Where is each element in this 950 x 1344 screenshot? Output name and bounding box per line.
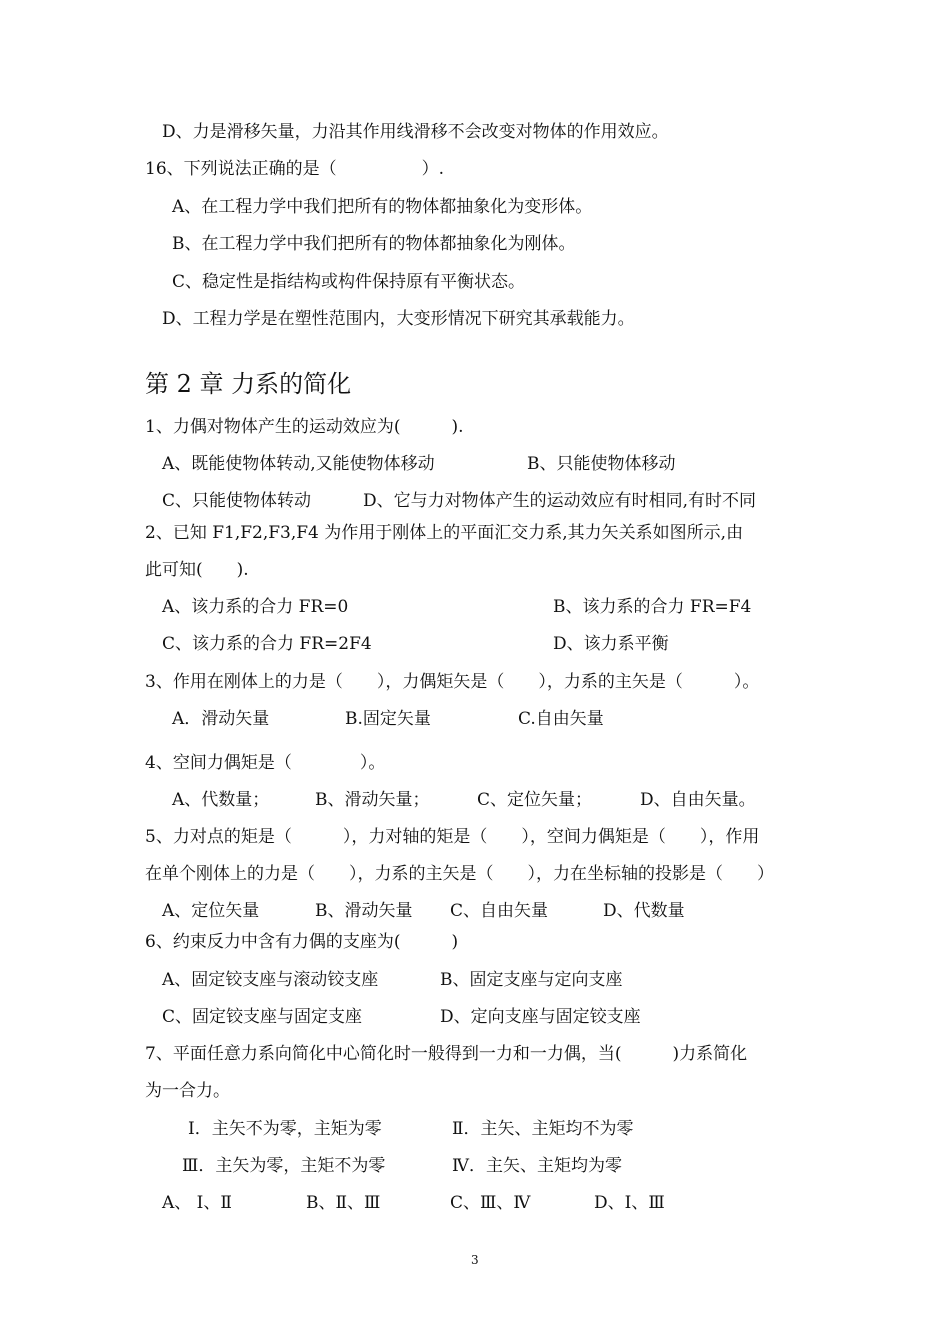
q2-option-b: B、该力系的合力 FR=F4	[553, 597, 752, 617]
q16-option-a: A、在工程力学中我们把所有的物体都抽象化为变形体。	[172, 197, 593, 217]
q3-option-b: B.固定矢量	[345, 709, 431, 729]
q7-case-4: Ⅳ．主矢、主矩均为零	[452, 1156, 622, 1176]
q2-option-d: D、该力系平衡	[553, 634, 669, 654]
q3-option-c: C.自由矢量	[518, 709, 604, 729]
q4-option-a: A、代数量；	[172, 790, 270, 810]
q6-option-c: C、固定铰支座与固定支座	[162, 1007, 363, 1027]
q2-stem-line1: 2、已知 F1,F2,F3,F4 为作用于刚体上的平面汇交力系,其力矢关系如图所示,由	[145, 523, 744, 543]
q16-option-c: C、稳定性是指结构或构件保持原有平衡状态。	[172, 272, 526, 292]
q7-option-d: D、Ⅰ、Ⅲ	[594, 1193, 665, 1213]
q5-option-d: D、代数量	[603, 901, 685, 921]
chapter-title: 第 2 章 力系的简化	[145, 370, 352, 398]
q2-option-a: A、该力系的合力 FR=0	[162, 597, 349, 617]
q6-option-a: A、固定铰支座与滚动铰支座	[162, 970, 379, 990]
q7-stem-line2: 为一合力。	[145, 1081, 230, 1101]
q6-option-d: D、定向支座与固定铰支座	[440, 1007, 641, 1027]
q4-option-d: D、自由矢量。	[640, 790, 756, 810]
q7-option-b: B、Ⅱ、Ⅲ	[306, 1193, 381, 1213]
q1-stem: 1、力偶对物体产生的运动效应为( ).	[145, 417, 464, 437]
q15-option-d: D、力是滑移矢量，力沿其作用线滑移不会改变对物体的作用效应。	[162, 122, 669, 142]
q1-option-b: B、只能使物体移动	[527, 454, 676, 474]
q5-option-a: A、定位矢量	[162, 901, 260, 921]
q2-option-c: C、该力系的合力 FR=2F4	[162, 634, 372, 654]
q16-option-d: D、工程力学是在塑性范围内，大变形情况下研究其承载能力。	[162, 309, 635, 329]
q7-case-1: Ⅰ．主矢不为零，主矩为零	[188, 1119, 382, 1139]
q7-option-a: A、 Ⅰ、Ⅱ	[162, 1193, 232, 1213]
q4-option-c: C、定位矢量；	[477, 790, 593, 810]
q1-option-c: C、只能使物体转动	[162, 491, 312, 511]
q6-option-b: B、固定支座与定向支座	[440, 970, 623, 990]
q7-stem-line1: 7、平面任意力系向简化中心简化时一般得到一力和一力偶，当( )力系简化	[145, 1044, 748, 1064]
q7-case-3: Ⅲ．主矢为零，主矩不为零	[182, 1156, 386, 1176]
q5-option-c: C、自由矢量	[450, 901, 549, 921]
q3-stem: 3、作用在刚体上的力是（ ），力偶矩矢是（ ），力系的主矢是（ ）。	[145, 672, 760, 692]
q16-stem: 16、下列说法正确的是（ ）.	[145, 159, 445, 179]
page-number: 3	[471, 1253, 479, 1267]
q1-option-d: D、它与力对物体产生的运动效应有时相同,有时不同	[363, 491, 757, 511]
q7-case-2: Ⅱ．主矢、主矩均不为零	[452, 1119, 634, 1139]
q16-option-b: B、在工程力学中我们把所有的物体都抽象化为刚体。	[172, 234, 576, 254]
q5-stem-line2: 在单个刚体上的力是（ ），力系的主矢是（ ），力在坐标轴的投影是（ ）	[145, 864, 774, 884]
q4-option-b: B、滑动矢量；	[315, 790, 430, 810]
q7-option-c: C、Ⅲ、Ⅳ	[450, 1193, 531, 1213]
q2-stem-line2: 此可知( ).	[145, 560, 249, 580]
q3-option-a: A．滑动矢量	[172, 709, 270, 729]
q6-stem: 6、约束反力中含有力偶的支座为( )	[145, 932, 459, 952]
q4-stem: 4、空间力偶矩是（ ）。	[145, 753, 386, 773]
q5-option-b: B、滑动矢量	[315, 901, 413, 921]
q1-option-a: A、既能使物体转动,又能使物体移动	[162, 454, 435, 474]
q5-stem-line1: 5、力对点的矩是（ ），力对轴的矩是（ ），空间力偶矩是（ ），作用	[145, 827, 760, 847]
